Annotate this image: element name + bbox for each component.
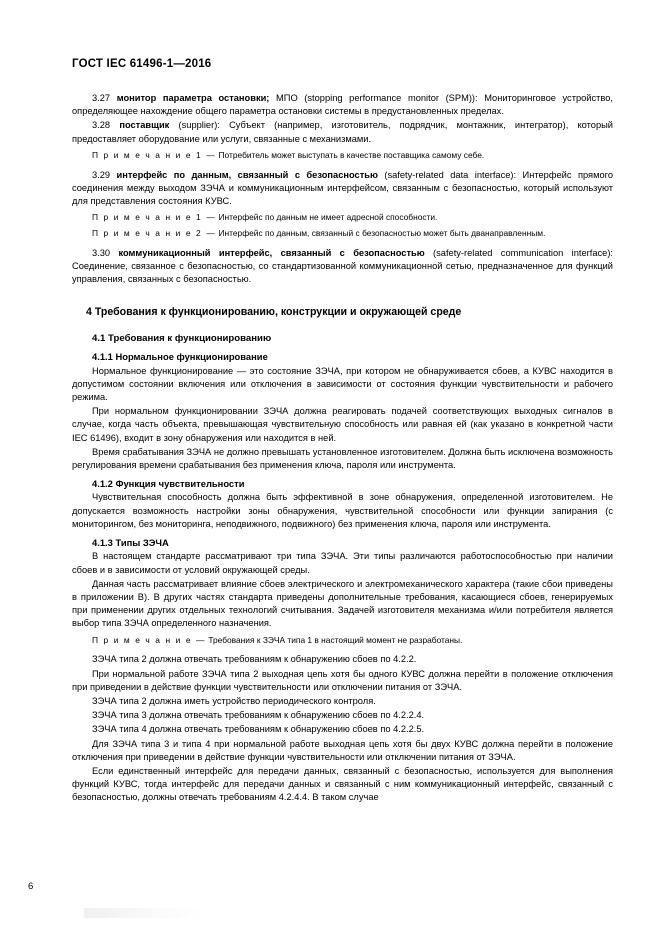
paragraph-4-1-1-a: Нормальное функционирование — это состояние ЗЭЧА, при котором не обнаруживается сбоев, а КУВС находится в допустимом состоянии включения или отключения в зависимости от состояния функции чувствительности и рабочего режима. (72, 365, 613, 402)
note-1 (72, 150, 613, 162)
clause-text: МПО (stopping performance monitor (SPM)): Мониторинговое устройство, определяющее нахождение общего параметра остановки системы в предустановленных пределах. (72, 93, 613, 117)
paragraph-4-1-3-b: Данная часть рассматривает влияние сбоев электрического и электромеханического характера (такие сбои приведены в приложении В). В других частях стандарта приведены дополнительные требования, касающиеся сбоев, генерируемых при применении других отдельных технологий считывания. Задачей изготовителя механизма и/или потребителя является выбор типа ЗЭЧА определенного назначения. (72, 578, 613, 629)
note-text: Потребитель может выступать в качестве поставщика самому себе. (216, 149, 485, 160)
section-4-title: 4 Требования к функционированию, конструкции и окружающей среде (86, 305, 462, 318)
paragraph-interface: Если единственный интерфейс для передачи данных, связанный с безопасностью, используется для выполнения функций КУВС, тогда интерфейс для передачи данных и связанный с ним коммуникационный интерфейс, связанный с безопасностью, должны отвечать требованиям 4.2.4.4. В таком случае (72, 765, 613, 803)
note-text: Требования к ЗЭЧА типа 1 в настоящий момент не разработаны. (206, 634, 463, 645)
clause-3-30 (72, 247, 613, 287)
clause-3-28 (72, 119, 613, 145)
clause-text: (safety-related communication interface): Соединение, связанное с безопасностью, со стандартизованной коммуникационной сетью, предназначенное для функций управления, связанных с безопасностью. (72, 248, 614, 285)
paragraph-type34: Для ЗЭЧА типа 3 и типа 4 при нормальной работе выходная цепь хотя бы двух КУВС должна перейти в положение отключения при приведении в действие функции чувствительности или отключении питания от ЗЭЧА. (72, 738, 613, 762)
section-4-1-3-title: 4.1.3 Типы ЗЭЧА (92, 537, 169, 549)
paragraph-4-1-2-a: Чувствительная способность должна быть эффективной в зоне обнаружения, определенной изготовителем. Не допускается возможность настройки зоны обнаружения, чувствительной способности или функции запирания (с мониторингом, без мониторинга, неподвижного, подвижного) без применения ключа, пароля или инструмента. (72, 492, 613, 529)
section-4-1-2-title: 4.1.2 Функция чувствительности (92, 478, 245, 490)
note-2 (72, 212, 613, 224)
note-4 (72, 635, 613, 647)
scan-artifact (84, 908, 204, 918)
clause-number: 3.30 (92, 248, 111, 259)
note-label: П р и м е ч а н и е — (92, 634, 206, 645)
paragraph-type2-a: ЗЭЧА типа 2 должна отвечать требованиям к обнаружению сбоев по 4.2.2. (92, 654, 417, 665)
section-4-1-1-title: 4.1.1 Нормальное функционирование (92, 351, 268, 363)
clause-number: 3.27 (92, 93, 111, 103)
clause-term: интерфейс по данным, связанный с безопасностью (116, 169, 378, 180)
clause-number: 3.28 (92, 120, 111, 131)
paragraph-type4: ЗЭЧА типа 4 должна отвечать требованиям к обнаружению сбоев по 4.2.2.5. (92, 724, 425, 735)
clause-text: (safety-related data interface): Интерфейс прямого соединения между выходом ЗЭЧА и коммуникационным интерфейсом, связанным с безопасностью, который используют для представления состояния КУВС. (72, 169, 613, 207)
paragraph-4-1-3-a: В настоящем стандарте рассматривают три типа ЗЭЧА. Эти типы различаются работоспособностью при наличии сбоев и в зависимости от условий окружающей среды. (72, 551, 613, 575)
note-text: Интерфейс по данным, связанный с безопасностью может быть дванаправленным. (216, 228, 546, 239)
clause-3-27 (72, 92, 613, 118)
paragraph-type2-b: При нормальной работе ЗЭЧА типа 2 выходная цепь хотя бы одного КУВС должна перейти в положение отключения при приведении в действие функции чувствительности или отключении питания от ЗЭЧА. (72, 668, 613, 692)
clause-term: коммуникационный интерфейс, связанный с безопасностью (118, 248, 425, 259)
document-body (72, 92, 613, 804)
section-4-1-title: 4.1 Требования к функционированию (92, 332, 272, 344)
paragraph-type3: ЗЭЧА типа 3 должна отвечать требованиям к обнаружению сбоев по 4.2.2.4. (92, 710, 425, 721)
clause-text: (supplier): Субъект (например, изготовитель, подрядчик, монтажник, интегратор), который предоставляет оборудование или услуги, связанные с механизмами. (72, 120, 613, 144)
note-label: П р и м е ч а н и е 2 — (92, 228, 217, 239)
clause-term: монитор параметра остановки; (116, 93, 270, 103)
page-number: 6 (28, 881, 34, 892)
clause-term: поставщик (119, 120, 170, 131)
note-label: П р и м е ч а н и е 1 — (92, 149, 217, 160)
note-text: Интерфейс по данным не имеет адресной способности. (216, 212, 438, 223)
clause-number: 3.29 (92, 169, 111, 180)
note-3 (72, 228, 613, 240)
paragraph-type2-c: ЗЭЧА типа 2 должна иметь устройство периодического контроля. (92, 695, 376, 706)
clause-3-29 (72, 169, 613, 209)
note-label: П р и м е ч а н и е 1 — (92, 212, 217, 223)
page-header: ГОСТ IEC 61496-1—2016 (72, 58, 212, 70)
paragraph-4-1-1-c: Время срабатывания ЗЭЧА не должно превышать установленное изготовителем. Должна быть исключена возможность регулирования времени срабатывания без применения ключа, пароля или инструмента. (72, 446, 613, 470)
paragraph-4-1-1-b: При нормальном функционировании ЗЭЧА должна реагировать подачей соответствующих выходных сигналов в случае, когда часть объекта, превышающая чувствительную способность или равная ей (как указано в конкретной части IEC 61496), входит в зону обнаружения или находится в ней. (72, 406, 613, 443)
